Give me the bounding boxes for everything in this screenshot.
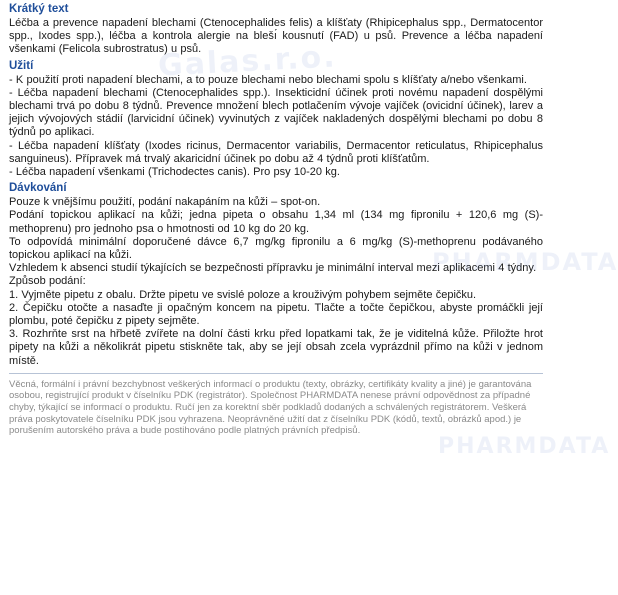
watermark-logo: Galas.r.o. [157,39,338,84]
watermark-pharmdata: PHARMDATA [432,248,618,276]
use-paragraph-3: - Léčba napadení klíšťaty (Ixodes ricinus, Dermacentor variabilis, Dermacentor reticulatus, Rhipicephalus sanguineus). Přípravek má trvalý akaricidní účinek po dobu až 4 týdnů proti klíšťatům. [9,139,543,165]
dosage-step-2: 2. Čepičku otočte a nasaďte ji opačným koncem na pipetu. Tlačte a točte čepičkou, abyste promáčkli její plombu, poté čepičku z pipety sejměte. [9,301,543,328]
use-paragraph-2: - Léčba napadení blechami (Ctenocephalides spp.). Insekticidní účinek proti novému napadení dospělými blechami trvá po dobu 8 týdnů. Prevence množení blech potlačením vývoje vajíček (ovicidní účinek), larev a jejich vývojových stádií (larvicidní účinek) vyvinutých z vajíček nakladených dospělými blechami po dobu 8 týdnů po aplikaci. [9,86,543,139]
dosage-paragraph-3: To odpovídá minimální doporučené dávce 6,7 mg/kg fipronilu a 6 mg/kg (S)-methoprenu podávaného topickou aplikací na kůži. [9,235,543,262]
disclaimer-divider [9,373,543,374]
dosage-paragraph-4: Vzhledem k absenci studií týkajících se bezpečnosti přípravku je minimální interval mezi aplikacemi 4 týdny. [9,262,537,275]
section-title-short-text: Krátký text [9,3,69,15]
disclaimer-text: Věcná, formální i právní bezchybnost veškerých informací o produktu (texty, obrázky, certifikáty kvality a jiné) je garantována osobou, registrující produkt v číselníku PDK (registrátor). Společnost PHARMDATA nenese právní odpovědnost za případné chyby, týkající se informací o produktu. Ručí jen za korektní sběr podkladů dodaných a schválených registrátorem. Veškerá práva poskytovatele číselníku PDK jsou vyhrazena. Neoprávněné užití dat z číselníku PDK (kódů, textů, obrázků apod.) je porušením autorského práva a bude postihováno podle platných právních předpisů. [9,378,532,437]
short-text-paragraph: Léčba a prevence napadení blechami (Ctenocephalides felis) a klíšťaty (Rhipicephalus spp., Dermatocentor spp., Ixodes spp.), léčba a kontrola alergie na blešı́ kousnutí (FAD) u psů. Prevence a léčba napadení všenkami (Felicola subrostratus) u psů. [9,17,543,56]
section-title-dosage: Dávkování [9,182,67,195]
use-paragraph-4: - Léčba napadení všenkami (Trichodectes canis). Pro psy 10-20 kg. [9,166,340,179]
product-text-page [0,2,618,595]
dosage-paragraph-5: Způsob podání: [9,275,86,288]
section-title-use: Užití [9,59,34,72]
use-paragraph-1: - K použití proti napadení blechami, a to pouze blechami nebo blechami spolu s klíšťaty a/nebo všenkami. [9,73,527,86]
dosage-step-1: 1. Vyjměte pipetu z obalu. Držte pipetu ve svislé poloze a krouživým pohybem sejměte čepičku. [9,288,477,301]
dosage-step-3: 3. Rozhrňte srst na hřbetě zvířete na dolní části krku před lopatkami tak, že je viditelná kůže. Přiložte hrot pipety na kůži a několikrát pipetu stiskněte tak, aby se její obsah zcela vyprázdnil přímo na kůži v jednom místě. [9,328,543,367]
watermark-pharmdata-lower: PHARMDATA [438,434,611,459]
dosage-paragraph-2: Podání topickou aplikací na kůži; jedna pipeta o obsahu 1,34 ml (134 mg fipronilu + 120,6 mg (S)-methoprenu) pro jednoho psa o hmotnosti od 10 kg do 20 kg. [9,209,543,235]
dosage-paragraph-1: Pouze k vnějšímu použití, podání nakapáním na kůži – spot-on. [9,196,321,209]
